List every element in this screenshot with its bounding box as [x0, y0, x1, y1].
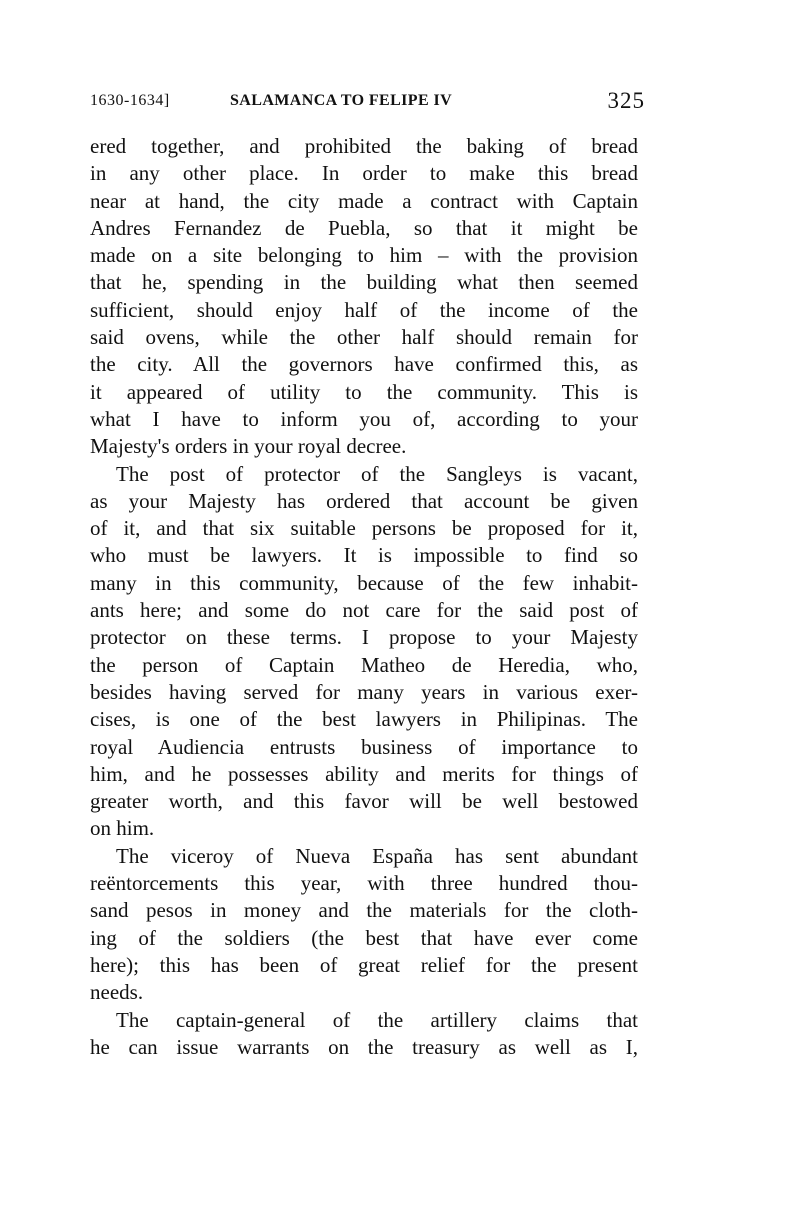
text-line: reëntorcements this year, with three hundred thou-: [90, 871, 638, 896]
text-line: cises, is one of the best lawyers in Philipinas. The: [90, 707, 638, 732]
text-line: needs.: [90, 980, 144, 1005]
text-line: that he, spending in the building what then seemed: [90, 270, 638, 295]
text-line: him, and he possesses ability and merits for things of: [90, 761, 638, 786]
text-line: sand pesos in money and the materials for the cloth-: [90, 898, 638, 923]
text-line: protector on these terms. I propose to your Majesty: [90, 625, 638, 650]
text-line: greater worth, and this favor will be well bestowed: [90, 789, 638, 814]
text-line: besides having served for many years in various exer-: [90, 679, 638, 704]
text-line: The viceroy of Nueva España has sent abundant: [116, 843, 638, 868]
header-years: 1630-1634]: [90, 92, 170, 109]
page-number: 325: [607, 88, 645, 113]
text-line: it appeared of utility to the community. This is: [90, 379, 638, 404]
text-line: many in this community, because of the few inhabit-: [90, 570, 638, 595]
text-line: the city. All the governors have confirmed this, as: [90, 352, 638, 377]
text-line: what I have to inform you of, according to your: [90, 406, 638, 431]
text-line: made on a site belonging to him – with the provision: [90, 243, 638, 268]
body-text: [90, 133, 638, 1061]
text-line: in any other place. In order to make this bread: [90, 161, 638, 186]
text-line: The captain-general of the artillery claims that: [116, 1007, 638, 1032]
text-line: who must be lawyers. It is impossible to find so: [90, 543, 638, 568]
text-line: said ovens, while the other half should remain for: [90, 325, 638, 350]
text-line: the person of Captain Matheo de Heredia, who,: [90, 652, 638, 677]
text-line: royal Audiencia entrusts business of importance to: [90, 734, 638, 759]
header-title: SALAMANCA TO FELIPE IV: [230, 92, 453, 109]
text-line: here); this has been of great relief for the present: [90, 952, 638, 977]
text-line: Andres Fernandez de Puebla, so that it might be: [90, 215, 638, 240]
text-line: ing of the soldiers (the best that have ever come: [90, 925, 638, 950]
text-line: as your Majesty has ordered that account be given: [90, 488, 638, 513]
text-line: ered together, and prohibited the baking of bread: [90, 134, 638, 158]
text-line: of it, and that six suitable persons be proposed for it,: [90, 516, 638, 541]
text-line: The post of protector of the Sangleys is vacant,: [116, 461, 638, 486]
text-line: on him.: [90, 816, 155, 841]
text-line: Majesty's orders in your royal decree.: [90, 434, 407, 459]
text-line: ants here; and some do not care for the said post of: [90, 598, 638, 623]
text-line: near at hand, the city made a contract with Captain: [90, 188, 638, 213]
text-line: he can issue warrants on the treasury as well as I,: [90, 1034, 638, 1059]
text-line: sufficient, should enjoy half of the income of the: [90, 297, 638, 322]
running-header: [90, 88, 645, 118]
